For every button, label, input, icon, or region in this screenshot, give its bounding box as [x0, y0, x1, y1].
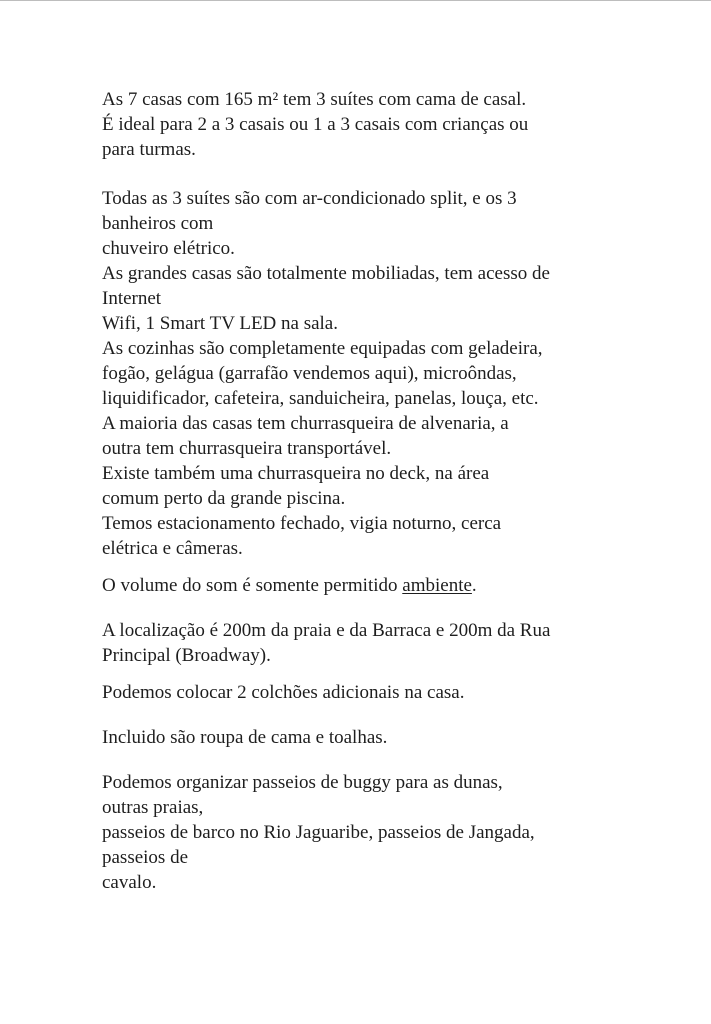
text-line: A localização é 200m da praia e da Barraca e 200m da Rua	[102, 620, 551, 641]
text-line: passeios de	[102, 847, 189, 868]
text-line: cavalo.	[102, 872, 157, 893]
paragraph-gap	[102, 561, 662, 573]
text-line: É ideal para 2 a 3 casais ou 1 a 3 casais com crianças ou	[102, 114, 529, 135]
paragraph-tours	[102, 770, 662, 895]
text-line: liquidificador, cafeteira, sanduicheira, panelas, louça, etc.	[102, 388, 539, 409]
text-line: outras praias,	[102, 797, 204, 818]
text-line: elétrica e câmeras.	[102, 538, 243, 559]
text-line: fogão, gelágua (garrafão vendemos aqui), microôndas,	[102, 363, 517, 384]
text-line: para turmas.	[102, 139, 196, 160]
paragraph-mattresses	[102, 680, 662, 705]
underlined-word: ambiente	[402, 575, 472, 596]
paragraph-gap	[102, 705, 662, 725]
paragraph-gap	[102, 162, 662, 186]
paragraph-amenities	[102, 186, 662, 561]
text-line: chuveiro elétrico.	[102, 238, 235, 259]
text-line: Podemos organizar passeios de buggy para as dunas,	[102, 772, 503, 793]
paragraph-location	[102, 618, 662, 668]
top-border	[0, 0, 711, 1]
text-line: Podemos colocar 2 colchões adicionais na casa.	[102, 682, 465, 703]
paragraph-houses	[102, 87, 662, 162]
text-line	[102, 573, 662, 598]
text-line: A maioria das casas tem churrasqueira de alvenaria, a	[102, 413, 509, 434]
paragraph-sound	[102, 573, 662, 598]
text-line: Existe também uma churrasqueira no deck, na área	[102, 463, 490, 484]
paragraph-gap	[102, 598, 662, 618]
document-body	[102, 87, 662, 895]
text-line: outra tem churrasqueira transportável.	[102, 438, 392, 459]
paragraph-gap	[102, 668, 662, 680]
text-line: Internet	[102, 288, 162, 309]
text-line: banheiros com	[102, 213, 214, 234]
text-line: Temos estacionamento fechado, vigia noturno, cerca	[102, 513, 502, 534]
text-line: passeios de barco no Rio Jaguaribe, passeios de Jangada,	[102, 822, 535, 843]
paragraph-gap	[102, 750, 662, 770]
text-line: Principal (Broadway).	[102, 645, 271, 666]
text-fragment: O volume do som é somente permitido	[102, 575, 403, 596]
text-fragment: .	[471, 575, 477, 596]
paragraph-included	[102, 725, 662, 750]
text-line: As grandes casas são totalmente mobiliadas, tem acesso de	[102, 263, 550, 284]
text-line: Wifi, 1 Smart TV LED na sala.	[102, 313, 338, 334]
text-line: Incluido são roupa de cama e toalhas.	[102, 727, 388, 748]
text-line: Todas as 3 suítes são com ar-condicionado split, e os 3	[102, 188, 517, 209]
text-line: As cozinhas são completamente equipadas com geladeira,	[102, 338, 543, 359]
text-line: comum perto da grande piscina.	[102, 488, 346, 509]
text-line: As 7 casas com 165 m² tem 3 suítes com cama de casal.	[102, 89, 527, 110]
